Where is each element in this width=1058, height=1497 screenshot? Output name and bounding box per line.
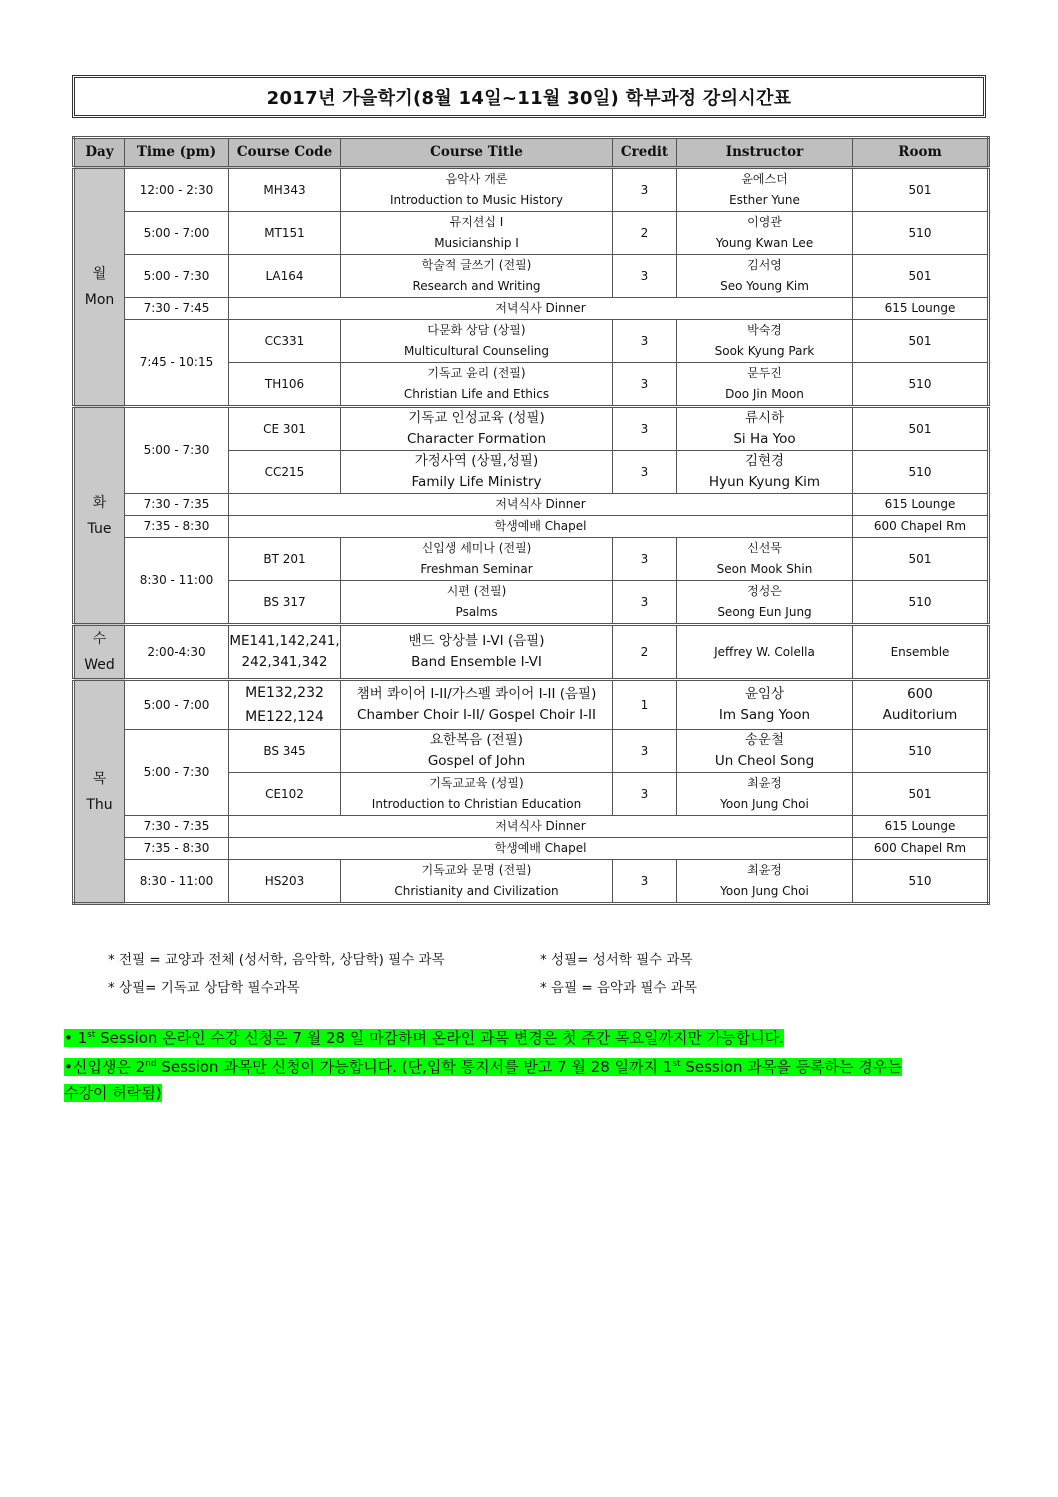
code-cell: MT151 xyxy=(229,212,341,255)
header-time: Time (pm) xyxy=(125,138,229,168)
header-row xyxy=(74,138,989,168)
time-cell: 2:00-4:30 xyxy=(125,625,229,680)
time-cell: 12:00 - 2:30 xyxy=(125,168,229,212)
room-cell: 510 xyxy=(853,860,989,904)
bullet: • xyxy=(64,1058,73,1076)
title-cell xyxy=(341,320,613,363)
room-cell xyxy=(853,680,989,730)
instructor-cell xyxy=(677,255,853,298)
table-row xyxy=(74,838,989,860)
instructor-en: Seon Mook Shin xyxy=(716,562,813,576)
notice-1-sup: st xyxy=(87,1030,96,1040)
credit-cell: 3 xyxy=(613,773,677,816)
credit-cell: 3 xyxy=(613,451,677,494)
title-cell xyxy=(341,451,613,494)
instructor-cell xyxy=(677,407,853,451)
time-cell: 7:45 - 10:15 xyxy=(125,320,229,407)
table-row xyxy=(74,298,989,320)
title-cell xyxy=(341,860,613,904)
day-ko: 목 xyxy=(92,770,107,787)
notice-2-a: 신입생은 2 xyxy=(72,1058,146,1076)
title-cell xyxy=(341,363,613,407)
title-en: Band Ensemble I-VI xyxy=(411,654,542,670)
table-row xyxy=(74,680,989,730)
time-cell: 5:00 - 7:30 xyxy=(125,407,229,494)
room-cell: 615 Lounge xyxy=(853,816,989,838)
day-cell-tue xyxy=(74,407,125,625)
instructor-en: Si Ha Yoo xyxy=(733,431,796,447)
header-room: Room xyxy=(853,138,989,168)
header-day: Day xyxy=(74,138,125,168)
day-cell-wed xyxy=(74,625,125,680)
time-cell: 7:35 - 8:30 xyxy=(125,516,229,538)
title-cell xyxy=(341,212,613,255)
room-cell: 615 Lounge xyxy=(853,298,989,320)
day-cell-thu xyxy=(74,680,125,904)
instructor-en: Hyun Kyung Kim xyxy=(708,474,821,490)
notice-line-1 xyxy=(64,1022,990,1051)
title-en: Freshman Seminar xyxy=(420,562,533,576)
credit-cell: 3 xyxy=(613,168,677,212)
title-ko: 기독교와 문명 (전필) xyxy=(421,863,532,877)
room-cell: 510 xyxy=(853,451,989,494)
room-cell: 510 xyxy=(853,581,989,625)
code-cell: BS 345 xyxy=(229,730,341,773)
room-cell: 501 xyxy=(853,255,989,298)
instructor-ko: 박숙경 xyxy=(747,323,782,337)
day-en: Thu xyxy=(86,796,113,813)
title-cell xyxy=(341,680,613,730)
title-en: Christian Life and Ethics xyxy=(403,387,550,401)
notice-line-2 xyxy=(64,1051,990,1080)
time-cell: 8:30 - 11:00 xyxy=(125,538,229,625)
event-cell: 저녁식사 Dinner xyxy=(229,298,853,320)
credit-cell: 3 xyxy=(613,538,677,581)
instructor-en: Doo Jin Moon xyxy=(725,387,804,401)
room-line-2: Auditorium xyxy=(882,707,958,723)
thursday-group xyxy=(74,680,989,904)
room-cell: 510 xyxy=(853,363,989,407)
event-cell: 저녁식사 Dinner xyxy=(229,816,853,838)
code-line-2: ME122,124 xyxy=(245,709,324,725)
day-cell-mon xyxy=(74,168,125,407)
credit-cell: 3 xyxy=(613,730,677,773)
code-cell: LA164 xyxy=(229,255,341,298)
day-en: Wed xyxy=(84,657,115,673)
credit-cell: 1 xyxy=(613,680,677,730)
code-cell: BS 317 xyxy=(229,581,341,625)
title-ko: 요한복음 (전필) xyxy=(429,732,524,748)
time-cell: 5:00 - 7:30 xyxy=(125,255,229,298)
room-cell: Ensemble xyxy=(853,625,989,680)
instructor-cell xyxy=(677,168,853,212)
title-cell xyxy=(341,730,613,773)
table-row xyxy=(74,816,989,838)
time-cell: 5:00 - 7:30 xyxy=(125,730,229,816)
instructor-ko: 최윤정 xyxy=(747,863,782,877)
notice-2-c: Session 과목을 등록하는 경우는 xyxy=(680,1058,902,1076)
instructor-cell xyxy=(677,212,853,255)
instructor-en: Yoon Jung Choi xyxy=(720,797,809,811)
table-row xyxy=(74,494,989,516)
day-ko: 화 xyxy=(92,494,107,511)
notice-1-b: Session 온라인 수강 신청은 7 월 28 일 마감하며 온라인 과목 변경은 첫 주간 목요일까지만 가능합니다. xyxy=(95,1029,784,1047)
note-seongpil: * 성필= 성서학 필수 과목 xyxy=(540,952,693,968)
credit-cell: 3 xyxy=(613,363,677,407)
title-en: Gospel of John xyxy=(427,753,526,769)
title-en: Chamber Choir I-II/ Gospel Choir I-II xyxy=(357,707,596,723)
header-code: Course Code xyxy=(229,138,341,168)
time-cell: 8:30 - 11:00 xyxy=(125,860,229,904)
table-row xyxy=(74,730,989,773)
title-en: Introduction to Christian Education xyxy=(371,797,582,811)
credit-cell: 3 xyxy=(613,581,677,625)
instructor-cell xyxy=(677,451,853,494)
title-en: Musicianship I xyxy=(434,236,519,250)
instructor-en: Yoon Jung Choi xyxy=(720,884,809,898)
notice-3-text: 수강이 허락됨) xyxy=(64,1084,162,1102)
title-ko: 시편 (전필) xyxy=(446,584,507,598)
instructor-ko: 송운철 xyxy=(744,732,785,748)
table-row xyxy=(74,407,989,451)
day-ko: 월 xyxy=(92,266,107,282)
title-cell xyxy=(341,255,613,298)
page-title: 2017년 가을학기(8월 14일~11월 30일) 학부과정 강의시간표 xyxy=(266,87,792,109)
instructor-ko: 문두진 xyxy=(747,366,782,380)
credit-cell: 3 xyxy=(613,320,677,363)
wednesday-group xyxy=(74,625,989,680)
instructor-ko: 윤에스더 xyxy=(741,172,788,186)
notice-2-text xyxy=(64,1058,902,1076)
credit-cell: 2 xyxy=(613,212,677,255)
title-cell xyxy=(341,625,613,680)
room-cell: 501 xyxy=(853,407,989,451)
title-cell xyxy=(341,538,613,581)
notice-line-3 xyxy=(64,1080,990,1106)
instructor-en: Un Cheol Song xyxy=(714,753,815,769)
code-cell: BT 201 xyxy=(229,538,341,581)
code-cell xyxy=(229,680,341,730)
credit-cell: 3 xyxy=(613,860,677,904)
header-credit: Credit xyxy=(613,138,677,168)
title-ko: 기독교교육 (성필) xyxy=(429,776,524,790)
instructor-ko: 최윤정 xyxy=(747,776,782,790)
notice-2-sup: nd xyxy=(145,1059,157,1069)
title-ko: 음악사 개론 xyxy=(445,172,508,186)
title-ko: 기독교 윤리 (전필) xyxy=(427,366,526,380)
table-row xyxy=(74,516,989,538)
title-en: Christianity and Civilization xyxy=(394,884,559,898)
time-cell: 7:30 - 7:35 xyxy=(125,494,229,516)
instructor-en: Sook Kyung Park xyxy=(714,344,815,358)
table-row xyxy=(74,538,989,581)
room-cell: 600 Chapel Rm xyxy=(853,838,989,860)
notice-2-b: Session 과목만 신청이 가능합니다. (단,입학 통지서를 받고 7 월 28 일까지 1 xyxy=(156,1058,673,1076)
header-title: Course Title xyxy=(341,138,613,168)
instructor-ko: 정성은 xyxy=(747,584,782,598)
time-cell: 7:35 - 8:30 xyxy=(125,838,229,860)
title-en: Psalms xyxy=(455,605,498,619)
monday-group xyxy=(74,168,989,407)
code-cell: CC215 xyxy=(229,451,341,494)
code-cell: CC331 xyxy=(229,320,341,363)
instructor-cell xyxy=(677,773,853,816)
instructor-ko: 김서영 xyxy=(747,258,782,272)
title-en: Character Formation xyxy=(406,431,547,447)
schedule-table xyxy=(72,136,990,905)
code-cell: CE 301 xyxy=(229,407,341,451)
time-cell: 7:30 - 7:35 xyxy=(125,816,229,838)
code-cell: CE102 xyxy=(229,773,341,816)
instructor-en: Esther Yune xyxy=(729,193,800,207)
instructor-en: Im Sang Yoon xyxy=(718,707,811,723)
instructor-cell xyxy=(677,363,853,407)
instructor-ko: 윤임상 xyxy=(744,686,785,702)
event-cell: 학생예배 Chapel xyxy=(229,516,853,538)
credit-cell: 3 xyxy=(613,407,677,451)
instructor-en: Seong Eun Jung xyxy=(717,605,812,619)
bullet: • xyxy=(64,1029,73,1047)
instructor-ko: 이영관 xyxy=(747,215,782,229)
title-ko: 챔버 콰이어 I-II/가스펠 콰이어 I-II (음필) xyxy=(356,686,597,702)
credit-cell: 2 xyxy=(613,625,677,680)
time-cell: 5:00 - 7:00 xyxy=(125,680,229,730)
room-cell: 600 Chapel Rm xyxy=(853,516,989,538)
event-cell: 학생예배 Chapel xyxy=(229,838,853,860)
table-row xyxy=(74,320,989,363)
title-cell xyxy=(341,407,613,451)
instructor-ko: 류시하 xyxy=(744,410,785,426)
table-row xyxy=(74,860,989,904)
code-cell: TH106 xyxy=(229,363,341,407)
code-cell: HS203 xyxy=(229,860,341,904)
instructor-cell xyxy=(677,860,853,904)
title-ko: 신입생 세미나 (전필) xyxy=(421,541,532,555)
notice-1-a: 1 xyxy=(72,1029,88,1047)
instructor-cell xyxy=(677,730,853,773)
room-line-1: 600 xyxy=(907,686,933,702)
title-ko: 다문화 상담 (상필) xyxy=(427,323,526,337)
code-line-2: 242,341,342 xyxy=(241,654,328,670)
instructor-en: Seo Young Kim xyxy=(720,279,809,293)
instructor-cell xyxy=(677,680,853,730)
code-line-1: ME132,232 xyxy=(245,685,324,701)
title-en: Family Life Ministry xyxy=(411,474,542,490)
title-ko: 밴드 앙상블 I-VI (음필) xyxy=(408,633,545,649)
room-cell: 501 xyxy=(853,773,989,816)
code-line-1: ME141,142,241, xyxy=(229,633,340,649)
time-cell: 5:00 - 7:00 xyxy=(125,212,229,255)
title-en: Multicultural Counseling xyxy=(403,344,550,358)
table-row xyxy=(74,625,989,680)
event-cell: 저녁식사 Dinner xyxy=(229,494,853,516)
notice-1-text xyxy=(64,1029,784,1047)
room-cell: 501 xyxy=(853,168,989,212)
instructor-cell xyxy=(677,320,853,363)
day-en: Tue xyxy=(87,520,112,537)
note-jeonpil: * 전필 = 교양과 전체 (성서학, 음악학, 상담학) 필수 과목 xyxy=(108,952,445,968)
tuesday-group xyxy=(74,407,989,625)
instructor-cell: Jeffrey W. Colella xyxy=(677,625,853,680)
table-row xyxy=(74,255,989,298)
room-cell: 501 xyxy=(853,538,989,581)
code-cell xyxy=(229,625,341,680)
title-ko: 기독교 인성교육 (성필) xyxy=(408,410,545,426)
room-cell: 510 xyxy=(853,730,989,773)
day-ko: 수 xyxy=(92,631,107,647)
table-row xyxy=(74,168,989,212)
time-cell: 7:30 - 7:45 xyxy=(125,298,229,320)
title-cell xyxy=(341,581,613,625)
note-sangpil: * 상필= 기독교 상담학 필수과목 xyxy=(108,980,300,996)
day-en: Mon xyxy=(84,292,115,308)
instructor-cell xyxy=(677,538,853,581)
table-row xyxy=(74,212,989,255)
instructor-ko: 김현경 xyxy=(744,453,785,469)
title-ko: 학술적 글쓰기 (전필) xyxy=(421,258,532,272)
title-en: Research and Writing xyxy=(412,279,541,293)
code-cell: MH343 xyxy=(229,168,341,212)
room-cell: 501 xyxy=(853,320,989,363)
header-instructor: Instructor xyxy=(677,138,853,168)
notice-2-sup2: st xyxy=(672,1059,681,1069)
room-cell: 510 xyxy=(853,212,989,255)
title-cell xyxy=(341,773,613,816)
title-box xyxy=(72,75,986,118)
room-cell: 615 Lounge xyxy=(853,494,989,516)
title-cell xyxy=(341,168,613,212)
title-ko: 가정사역 (상필,성필) xyxy=(414,453,539,469)
instructor-en: Young Kwan Lee xyxy=(715,236,814,250)
instructor-cell xyxy=(677,581,853,625)
title-en: Introduction to Music History xyxy=(390,193,563,207)
note-eumpil: * 음필 = 음악과 필수 과목 xyxy=(540,980,697,996)
instructor-ko: 신선묵 xyxy=(747,541,782,555)
title-ko: 뮤지션십 I xyxy=(449,215,504,229)
credit-cell: 3 xyxy=(613,255,677,298)
